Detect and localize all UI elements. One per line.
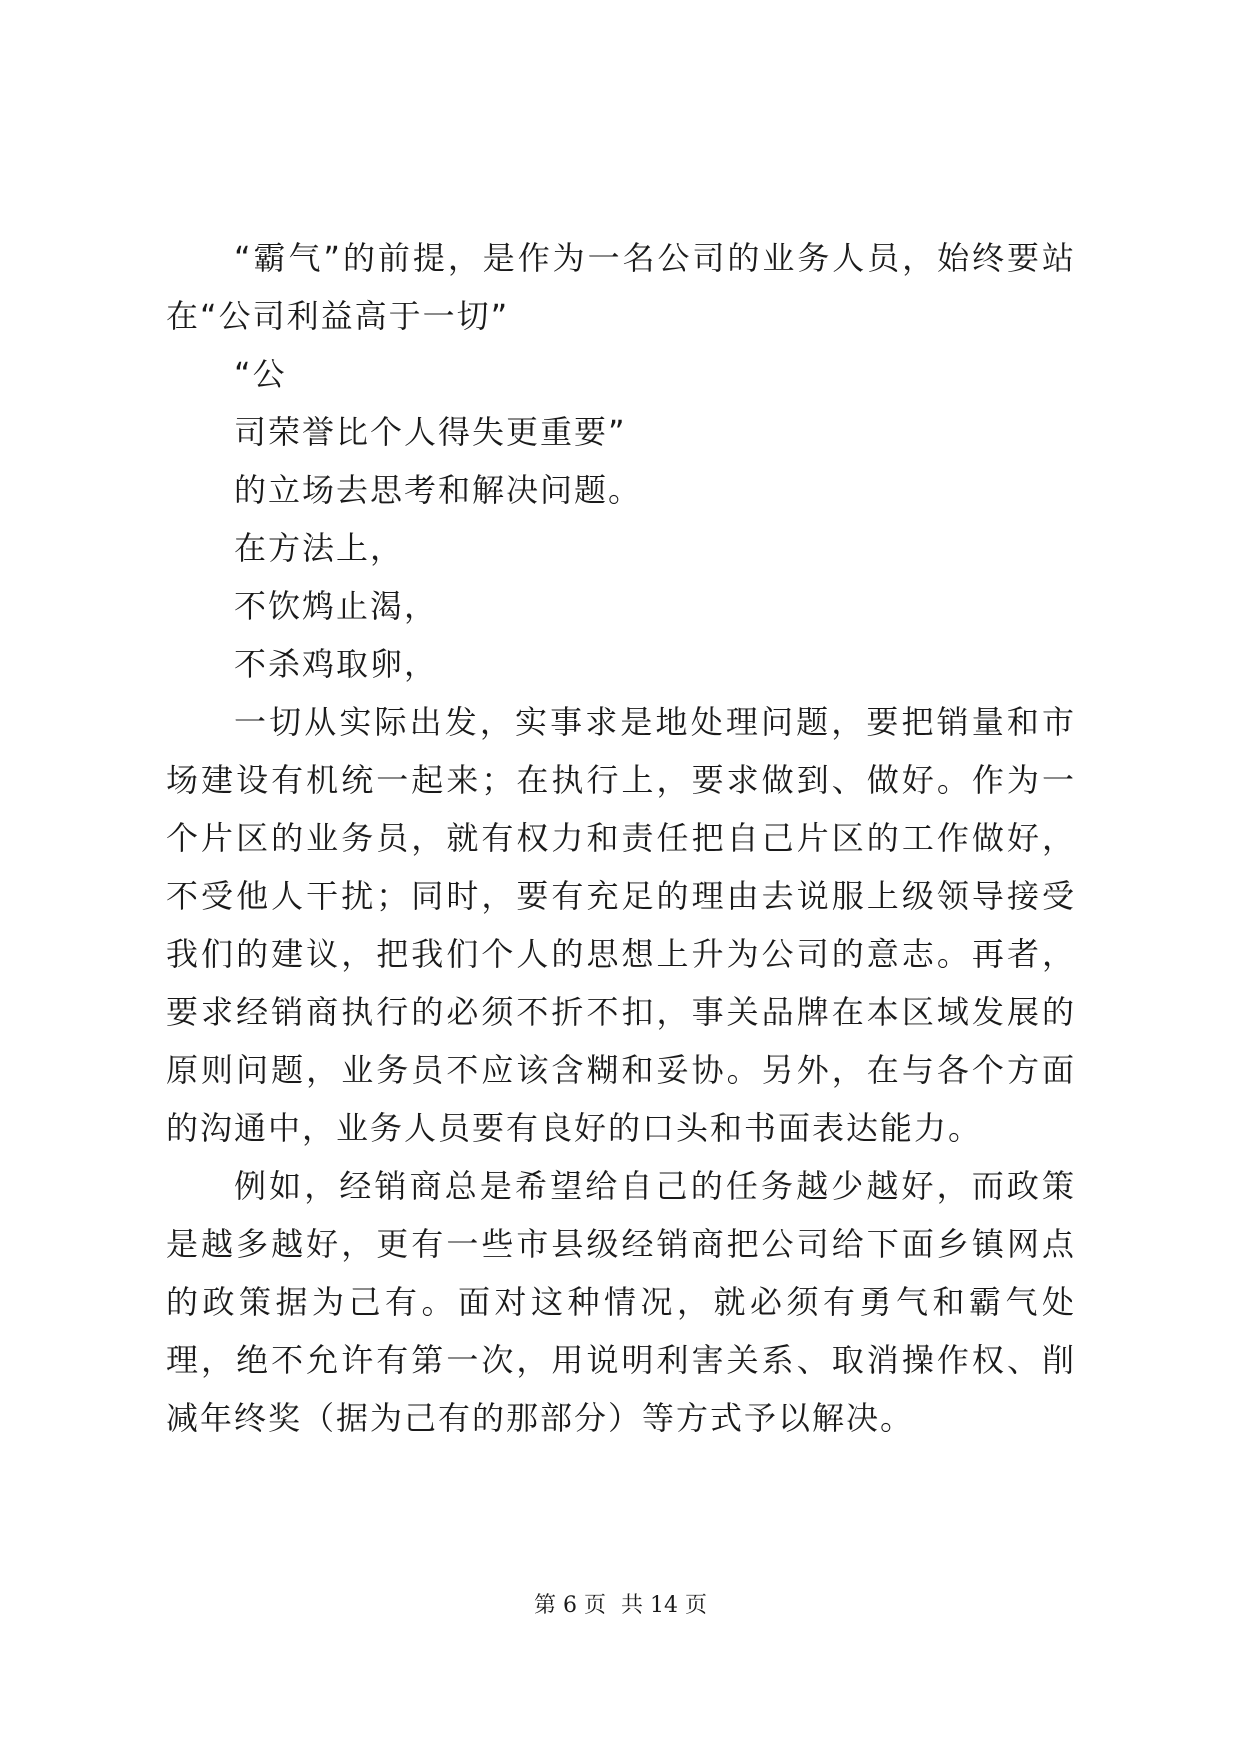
paragraph: 的立场去思考和解决问题。 bbox=[234, 471, 643, 509]
paragraph: 在方法上， bbox=[234, 529, 405, 567]
document-body bbox=[166, 229, 1076, 1447]
page-footer bbox=[0, 1591, 1241, 1621]
paragraph: 一切从实际出发，实事求是地处理问题，要把销量和市场建设有机统一起来；在执行上，要求做到、做好。作为一个片区的业务员，就有权力和责任把自己片区的工作做好，不受他人干扰；同时，要有充足的理由去说服上级领导接受我们的建议，把我们个人的思想上升为公司的意志。再者，要求经销商执行的必须不折不扣，事关品牌在本区域发展的原则问题，业务员不应该含糊和妥协。另外，在与各个方面的沟通中，业务人员要有良好的口头和书面表达能力。 bbox=[166, 703, 1076, 1147]
paragraph: 例如，经销商总是希望给自己的任务越少越好，而政策是越多越好，更有一些市县级经销商把公司给下面乡镇网点的政策据为己有。面对这种情况，就必须有勇气和霸气处理，绝不允许有第一次，用说明利害关系、取消操作权、削减年终奖（据为己有的那部分）等方式予以解决。 bbox=[166, 1167, 1076, 1437]
paragraph: 不饮鸩止渴， bbox=[234, 587, 439, 625]
paragraph: 司荣誉比个人得失更重要” bbox=[234, 413, 627, 451]
paragraph: “公 bbox=[234, 355, 287, 393]
page-total: 共 14 页 bbox=[621, 1593, 707, 1618]
paragraph: “霸气”的前提，是作为一名公司的业务人员，始终要站在“公司利益高于一切” bbox=[166, 239, 1076, 335]
paragraph: 不杀鸡取卵， bbox=[234, 645, 439, 683]
page-number: 第 6 页 bbox=[534, 1593, 606, 1618]
